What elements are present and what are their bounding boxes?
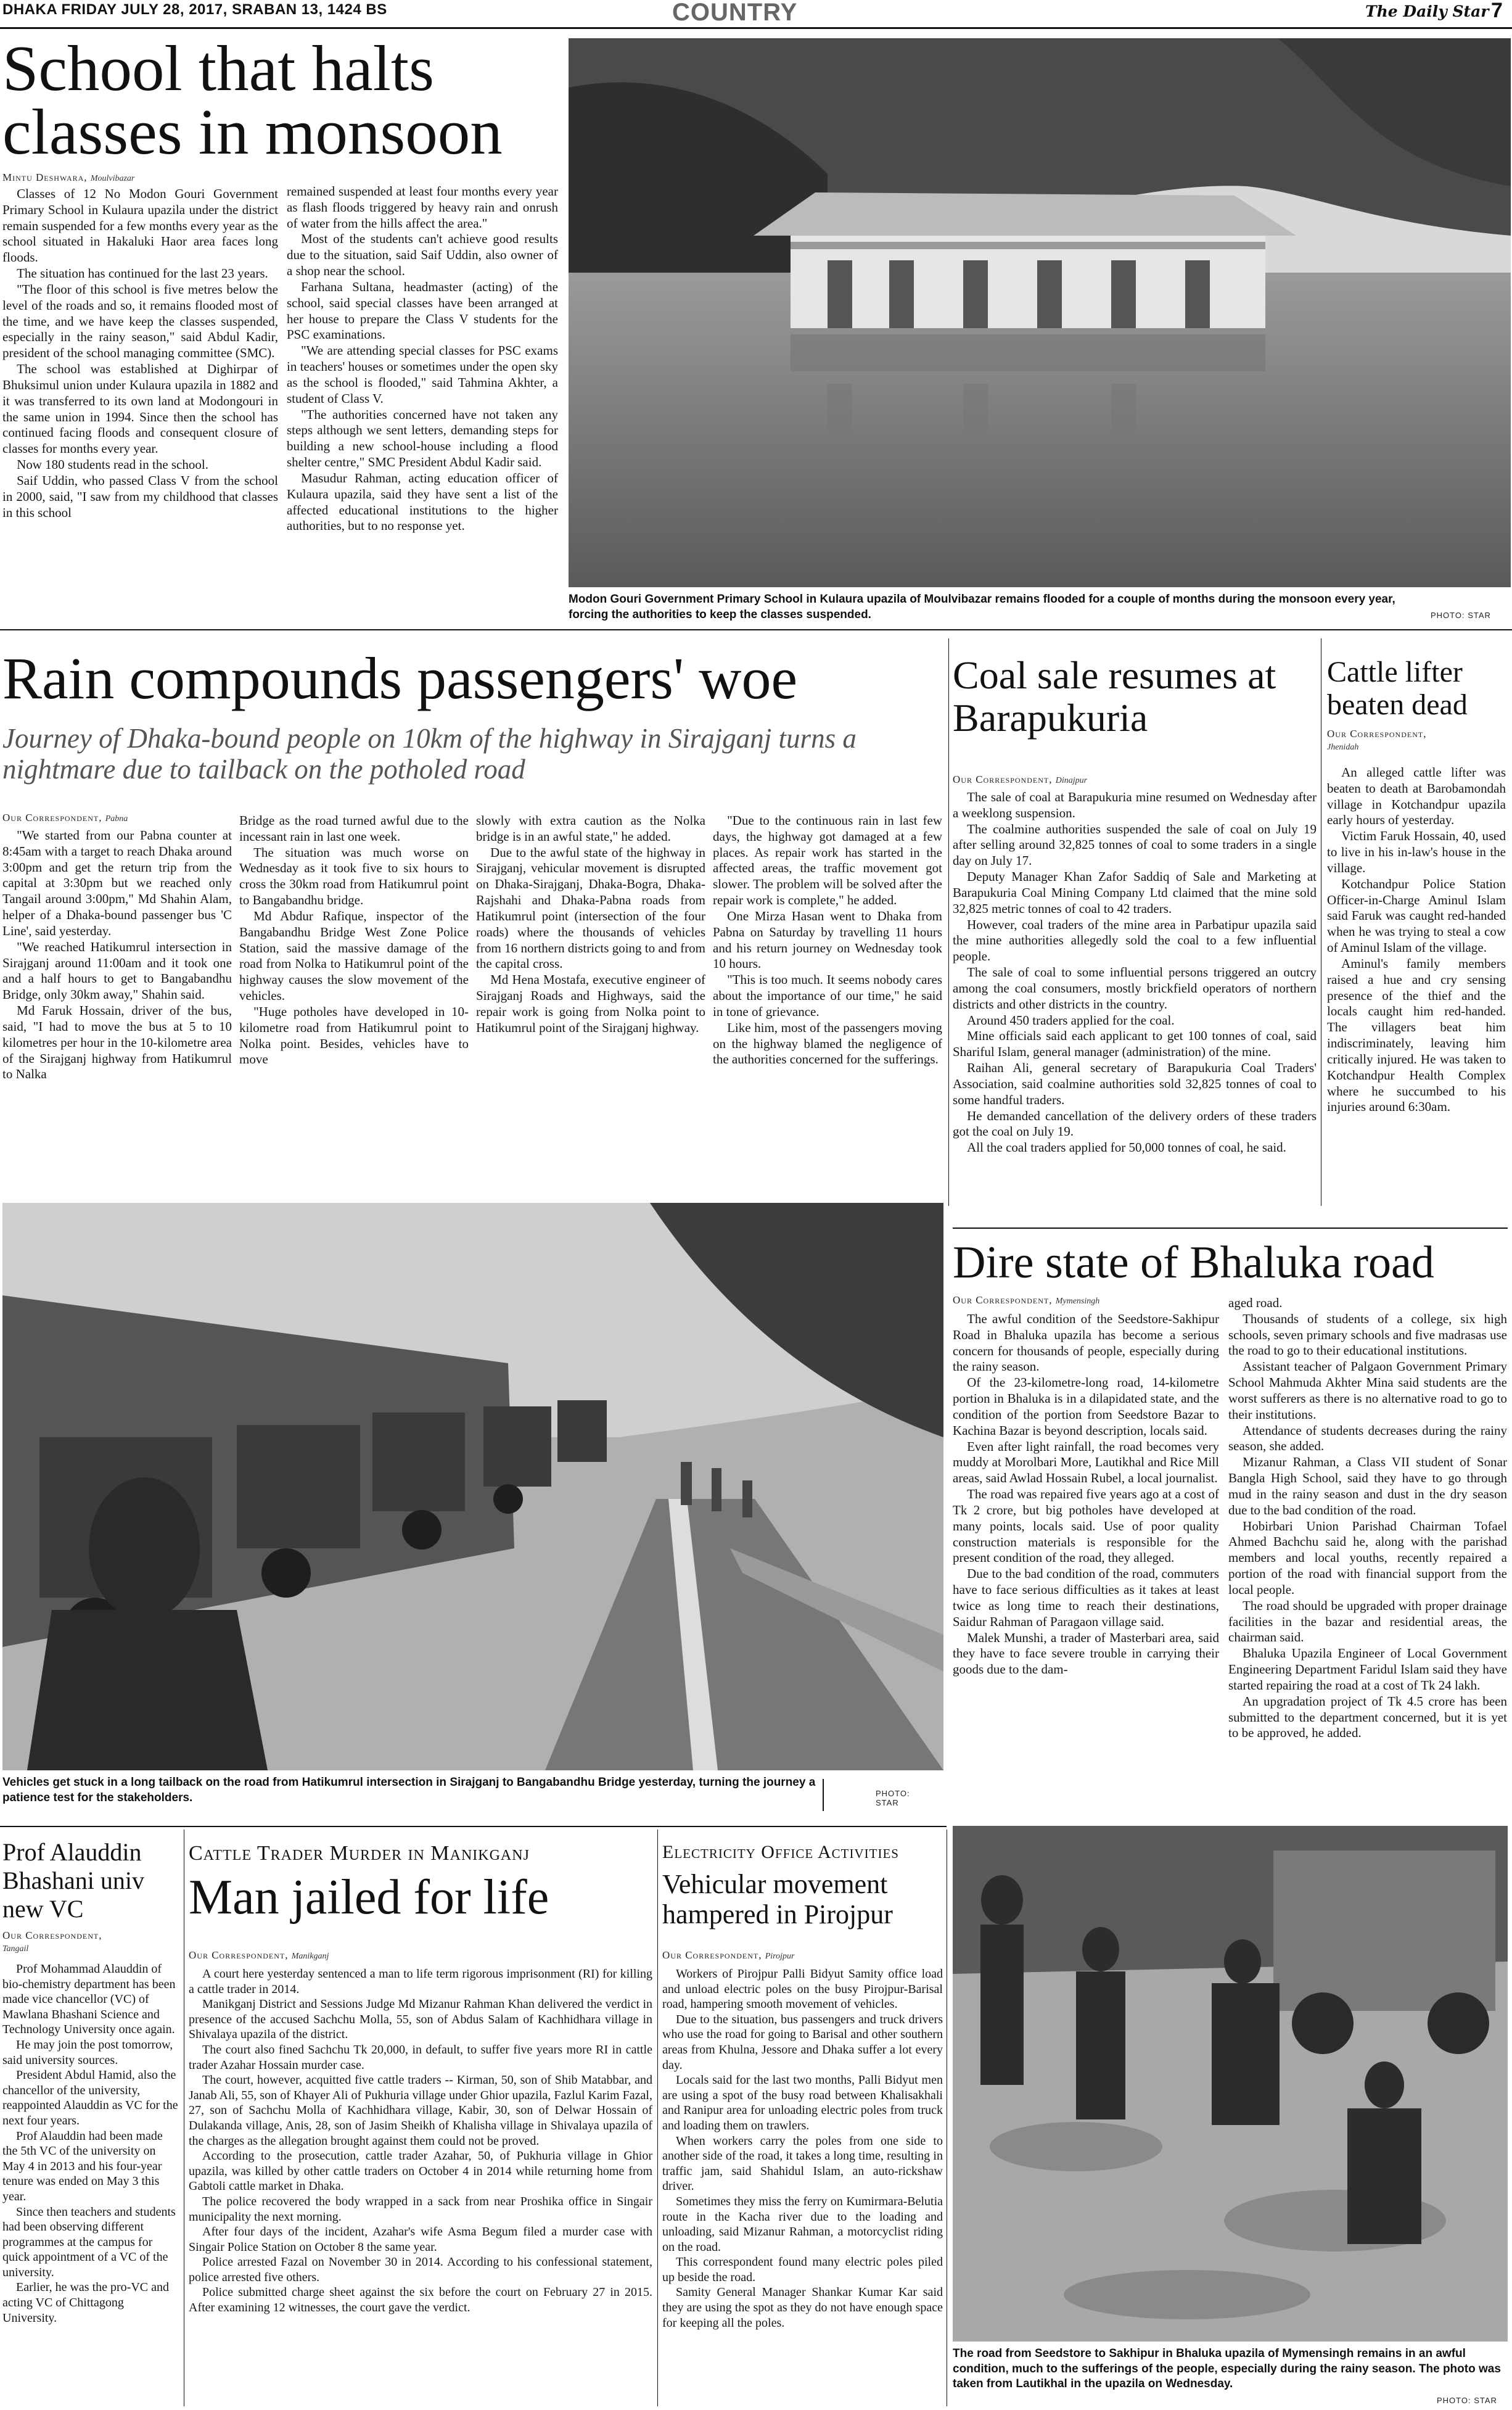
coal-byline: Our Correspondent, Dinajpur <box>953 774 1088 785</box>
rule-bhaluka <box>953 1228 1508 1229</box>
vc-byline: Our Correspondent, Tangail <box>2 1929 102 1954</box>
bhaluka-road-image <box>953 1826 1508 2342</box>
cattle-body: An alleged cattle lifter was beaten to death at Barobamondah village in Kotchandpur upazila early hours of yesterday. Victim Faruk Hossain, 40, used to live in his in-law's house in the village. Kotchandpur Police Station Officer-in-Charge Aminul Islam said Faruk was caught red-handed when he was trying to steal a cow of Aminul Islam of the village. Aminul's family members raised a hue and cry sensing presence of the thief and the locals caught him red-handed. The villagers beat him indiscriminately, leaving him critically injured. He was taken to Kotchandpur Health Complex where he succumbed to his injuries around 6:30am. <box>1327 765 1506 1115</box>
pirojpur-kicker: Electricity Office Activities <box>662 1842 899 1862</box>
rule-bottom-band <box>0 1826 947 1827</box>
pirojpur-headline: Vehicular movement hampered in Pirojpur <box>662 1869 893 1930</box>
jailed-kicker: Cattle Trader Murder in Manikganj <box>189 1842 530 1865</box>
rain-col-4: "Due to the continuous rain in last few days, the highway got damaged at a few places. As repair work has started in the affected areas, the traffic movement got slower. The problem will be solved after the repair work is complete," he added. One Mirza Hasan went to Dhaka from Pabna on Saturday by travelling 11 hours and his return journey on Wednesday took 10 hours. "This is too much. It seems nobody cares about the importance of our time," he said in tone of grievance. Like him, most of the passengers moving on the highway blamed the negligence of the authorities concerned for the sufferings. <box>713 813 942 1067</box>
bhaluka-caption: The road from Seedstore to Sakhipur in Bhaluka upazila of Mymensingh remains in an awful condition, much to the sufferings of the people, especially during the rainy season. The photo was taken from Lautikhal in the upazila on Wednesday. <box>953 2347 1501 2391</box>
vc-body: Prof Mohammad Alauddin of bio-chemistry department has been made vice chancellor (VC) of Mawlana Bhashani Science and Technology University once again. He may join the post tomorrow, said university sources. President Abdul Hamid, also the chancellor of the university, reappointed Alauddin as VC for the next four years. Prof Alauddin had been made the 5th VC of the university on May 4 in 2013 and his four-year tenure was ended on May 3 this year. Since then teachers and students had been observing different programmes at the campus for quick appointment of a VC of the university. Earlier, he was the pro-VC and acting VC of Chittagong University. <box>2 1962 178 2325</box>
vc-headline: Prof Alauddin Bhashani univ new VC <box>2 1838 144 1923</box>
rain-kicker: Journey of Dhaka-bound people on 10km of the highway in Sirajganj turns a nightmare due to tailback on the potholed road <box>2 723 857 785</box>
jailed-body: A court here yesterday sentenced a man to life term rigorous imprisonment (RI) for killing a cattle trader in 2014. Manikganj District and Sessions Judge Md Mizanur Rahman Khan delivered the verdict in presence of the accused Sachchu Molla, 55, son of Abdus Salam of Kachhidhara village in Shivalaya upazila of the district. The court also fined Sachchu Tk 20,000, in default, to suffer five years more RI in cattle trader Azahar Hossain murder case. The court, however, acquitted five cattle traders -- Kirman, 50, son of Shib Matabbar, and Janab Ali, 55, son of Khayer Ali of Pukhuria village under Ghior upazila, Fazlul Karim Fazal, 27, son of Sachchu Molla of Kachhidhara village, Kabir, 30, son of Delwar Hossain of Dulakanda village, Anis, 28, son of Jasim Sheikh of Khalisha village in Shivalaya upazila of the charges as the allegation brought against them could not be proved. According to the prosecution, cattle trader Azahar, 50, of Pukhuria village in Ghior upazila, was killed by other cattle traders on October 4 in 2014 while returning home from Gabtoli cattle market in Dhaka. The police recovered the body wrapped in a sack from near Proshika office in Singair municipality the next morning. After four days of the incident, Azahar's wife Asma Begum filed a murder case with Singair Police Station on October 8 the same year. Police arrested Fazal on November 30 in 2014. According to his confessional statement, police arrested five others. Police submitted charge sheet against the six before the court on February 27 in 2015. After examining 12 witnesses, the court gave the verdict. <box>189 1967 652 2315</box>
rain-byline: Our Correspondent, Pabna <box>2 812 128 823</box>
school-byline: Mintu Deshwara, Moulvibazar <box>2 171 135 183</box>
coal-headline: Coal sale resumes at Barapukuria <box>953 653 1276 740</box>
rain-col-3: slowly with extra caution as the Nolka bridge is in an awful state," he added. Due to the awful state of the highway in Sirajganj, vehicular movement is disrupted on Dhaka-Sirajganj, Dhaka-Bogra, Dhaka-Rajshahi and Dhaka-Pabna roads from Hatikumrul point (intersection of the four roads) where the thousands of vehicles from 16 northern districts going to and from the capital cross. Md Hena Mostafa, executive engineer of Sirajganj Roads and Highways, said the repair work is going from Nolka point to Hatikumrul point of the Sirajganj highway. <box>476 813 705 1035</box>
dateline: DHAKA FRIDAY JULY 28, 2017, SRABAN 13, 1424 BS <box>2 1 387 18</box>
cattle-headline: Cattle lifter beaten dead <box>1327 656 1468 721</box>
caption-divider <box>823 1779 824 1811</box>
flooded-school-image <box>569 38 1511 587</box>
rain-col-1: "We started from our Pabna counter at 8:45am with a target to reach Dhaka around 3:00pm and get the return trip from the capital at 3:30pm but we reached only Tangail around 3:00pm," Md Shahin Alam, helper of a Dhaka-bound passenger bus 'C Line', said yesterday. "We reached Hatikumrul intersection in Sirajganj around 11:00am and it took one and a half hours to get to Bangabandhu Bridge, only 30km away," Shahin said. Md Faruk Hossain, driver of the bus, said, "I had to move the bus at 5 to 10 kilometres per hour in the 10-kilometre area of the Sirajganj highway from Hatikumrul to Nalka <box>2 828 232 1082</box>
bhaluka-road-photo <box>953 1826 1508 2342</box>
masthead-rule <box>0 27 1512 29</box>
highway-tailback-photo <box>2 1203 943 1770</box>
rain-headline: Rain compounds passengers' woe <box>2 645 798 711</box>
highway-tailback-image <box>2 1203 943 1770</box>
page-number: 7 <box>1491 0 1503 22</box>
cattle-byline: Our Correspondent, Jhenidah <box>1327 728 1427 753</box>
rule-v-2 <box>657 1830 658 2406</box>
bhaluka-col-2: aged road. Thousands of students of a college, six high schools, seven primary schools and five madrasas use the road to go to their educational institutions. Assistant teacher of Palgaon Government Primary School Mahmuda Akhter Mina said students are the worst sufferers as there is no alternative road to go to their institutions. Attendance of students decreases during the rainy season, she added. Mizanur Rahman, a Class VII student of Sonar Bangla High School, said they have to go through mud in the rainy season and dust in the dry season due to the bad condition of the road. Hobirbari Union Parishad Chairman Tofael Ahmed Bachchu said he, along with the parishad members and local youths, recently repaired a portion of the road with financial support from the local people. The road should be upgraded with proper drainage facilities in the bazar and residential areas, the chairman said. Bhaluka Upazila Engineer of Local Government Engineering Department Faridul Islam said they have started repairing the road at a cost of Tk 24 lakh. An upgradation project of Tk 4.5 crore has been submitted to the department concerned, but it is yet to be approved, he added. <box>1228 1295 1507 1741</box>
jailed-headline: Man jailed for life <box>189 1870 549 1925</box>
rule-v-coal <box>948 638 949 1206</box>
paper-logo: The Daily Star <box>1365 2 1489 20</box>
flooded-school-caption: Modon Gouri Government Primary School in Kulaura upazila of Moulvibazar remains flooded for a couple of months during the monsoon every year, forcing the authorities to keep the classes suspended. <box>569 593 1395 621</box>
school-col-2: remained suspended at least four months every year as flash floods triggered by heavy rain and onrush of water from the hills affect the area." Most of the students can't achieve good results due to the situation, said Saif Uddin, also owner of a shop near the school. Farhana Sultana, headmaster (acting) of the school, said special classes have been arranged at her house to prepare the Class V students for the PSC examinations. "We are attending special classes for PSC exams in teachers' houses or sometimes under the open sky as the school is flooded," said Tahmina Akhter, a student of Class V. "The authorities concerned have not taken any steps although we sent letters, demanding steps for building a new school-house including a flood shelter centre," SMC President Abdul Kadir said. Masudur Rahman, acting education officer of Kulaura upazila, said they have sent a list of the affected educational institutions to the higher authorities, but to no response yet. <box>287 184 558 534</box>
bhaluka-credit: PHOTO: STAR <box>1437 2396 1497 2405</box>
highway-credit: PHOTO: STAR <box>876 1789 910 1807</box>
school-col-1: Classes of 12 No Modon Gouri Government Primary School in Kulaura upazila under the district remain suspended for a few months every year as the school situated in Hakaluki Haor area faces long floods. The situation has continued for the last 23 years. "The floor of this school is five metres below the level of the roads and so, it remains flooded most of the time, and we have keep the classes suspended, especially in the rainy season," said Abdul Kadir, president of the school managing committee (SMC). The school was established at Dighirpar of Bhuksimul union under Kulaura upazila in 1882 and it was transferred to its own land at Modongouri in the same union in 1994. Since then the school has continued facing floods and consequent closure of classes for months every year. Now 180 students read in the school. Saif Uddin, who passed Class V from the school in 2000, said, "I saw from my childhood that classes in this school <box>2 186 278 520</box>
coal-body: The sale of coal at Barapukuria mine resumed on Wednesday after a weeklong suspension. The coalmine authorities suspended the sale of coal on July 19 after selling around 32,825 tonnes of coal to some traders in a single day on July 17. Deputy Manager Khan Zafor Saddiq of Sale and Marketing at Barapukuria Coal Mining Company Ltd claimed that the mine sold 32,825 metric tonnes of coal to 42 traders. However, coal traders of the mine area in Parbatipur upazila said the mine authorities allegedly sold the coal to a few influential people. The sale of coal to some influential persons triggered an outcry among the coal consumers, mostly brickfield operators of northern districts and other districts in the country. Around 450 traders applied for the coal. Mine officials said each applicant to get 100 tonnes of coal, said Shariful Islam, general manager (administration) of the mine. Raihan Ali, general secretary of Barapukuria Coal Traders' Association, said coalmine authorities sold 32,825 tonnes of coal to some handful traders. He demanded cancellation of the delivery orders of these traders got the coal on July 19. All the coal traders applied for 50,000 tonnes of coal, he said. <box>953 790 1317 1155</box>
bhaluka-headline: Dire state of Bhaluka road <box>953 1237 1434 1288</box>
rain-col-2: Bridge as the road turned awful due to the incessant rain in last one week. The situation was much worse on Wednesday as it took five to six hours to cross the 30km road from Hatikumrul point to Bangabandhu bridge. Md Abdur Rafique, inspector of the Bangabandhu Bridge West Zone Police Station, said the massive damage of the road from Nolka to Hatikumrul point of the highway causes the slow movement of the vehicles. "Huge potholes have developed in 10-kilometre road from Hatikumrul point to Nolka point. Besides, vehicles have to move <box>239 813 469 1067</box>
pirojpur-body: Workers of Pirojpur Palli Bidyut Samity office load and unload electric poles on the busy Pirojpur-Barisal road, hampering smooth movement of vehicles. Due to the situation, bus passengers and truck drivers who use the road for going to Barisal and other southern areas from Khulna, Jessore and Dhaka suffer a lot every day. Locals said for the last two months, Palli Bidyut men are using a spot of the busy road between Khalisakhali and Ranipur area for unloading electric poles from truck and loading them on trawlers. When workers carry the poles from one side to another side of the road, it takes a long time, resulting in traffic jam, said Shahidul Islam, an auto-rickshaw driver. Sometimes they miss the ferry on Kumirmara-Belutia route in the Kacha river due to the loading and unloading, said Mizanur Rahman, a motorcyclist riding on the road. This correspondent found many electric poles piled up beside the road. Samity General Manager Shankar Kumar Kar said they are using the spot as they do not have enough space for keeping all the poles. <box>662 1967 943 2330</box>
highway-caption: Vehicles get stuck in a long tailback on the road from Hatikumrul intersection in Sirajganj to Bangabandhu Bridge yesterday, turning the journey a patience test for the stakeholders. <box>2 1776 816 1804</box>
bhaluka-col-1: The awful condition of the Seedstore-Sakhipur Road in Bhaluka upazila has become a serious concern for thousands of people, especially during the rainy season. Of the 23-kilometre-long road, 14-kilometre portion in Bhaluka is in a dilapidated state, and the condition of the portion from Seedstore Bazar to Kachina Bazar is beyond description, locals said. Even after light rainfall, the road becomes very muddy at Morolbari More, Lautikhal and Rice Mill areas, said Awlad Hossain Rubel, a local journalist. The road was repaired five years ago at a cost of Tk 2 crore, but big potholes have developed at many points, locals said. Use of poor quality construction materials is responsible for the present condition of the road, they alleged. Due to the bad condition of the road, commuters have to face serious difficulties as it takes at least twice as long time to reach their destinations, Saidur Rahman of Paragaon village said. Malek Munshi, a trader of Masterbari area, said they have to face severe trouble in carrying their goods due to the dam- <box>953 1311 1219 1677</box>
section-label: COUNTRY <box>672 0 798 26</box>
jailed-byline: Our Correspondent, Manikganj <box>189 1949 329 1961</box>
flooded-school-credit: PHOTO: STAR <box>1431 611 1491 620</box>
pirojpur-byline: Our Correspondent, Pirojpur <box>662 1949 795 1961</box>
flooded-school-photo <box>569 38 1511 587</box>
school-headline: School that halts classes in monsoon <box>2 32 503 168</box>
rule-1 <box>0 629 1512 630</box>
bhaluka-byline: Our Correspondent, Mymensingh <box>953 1294 1100 1306</box>
